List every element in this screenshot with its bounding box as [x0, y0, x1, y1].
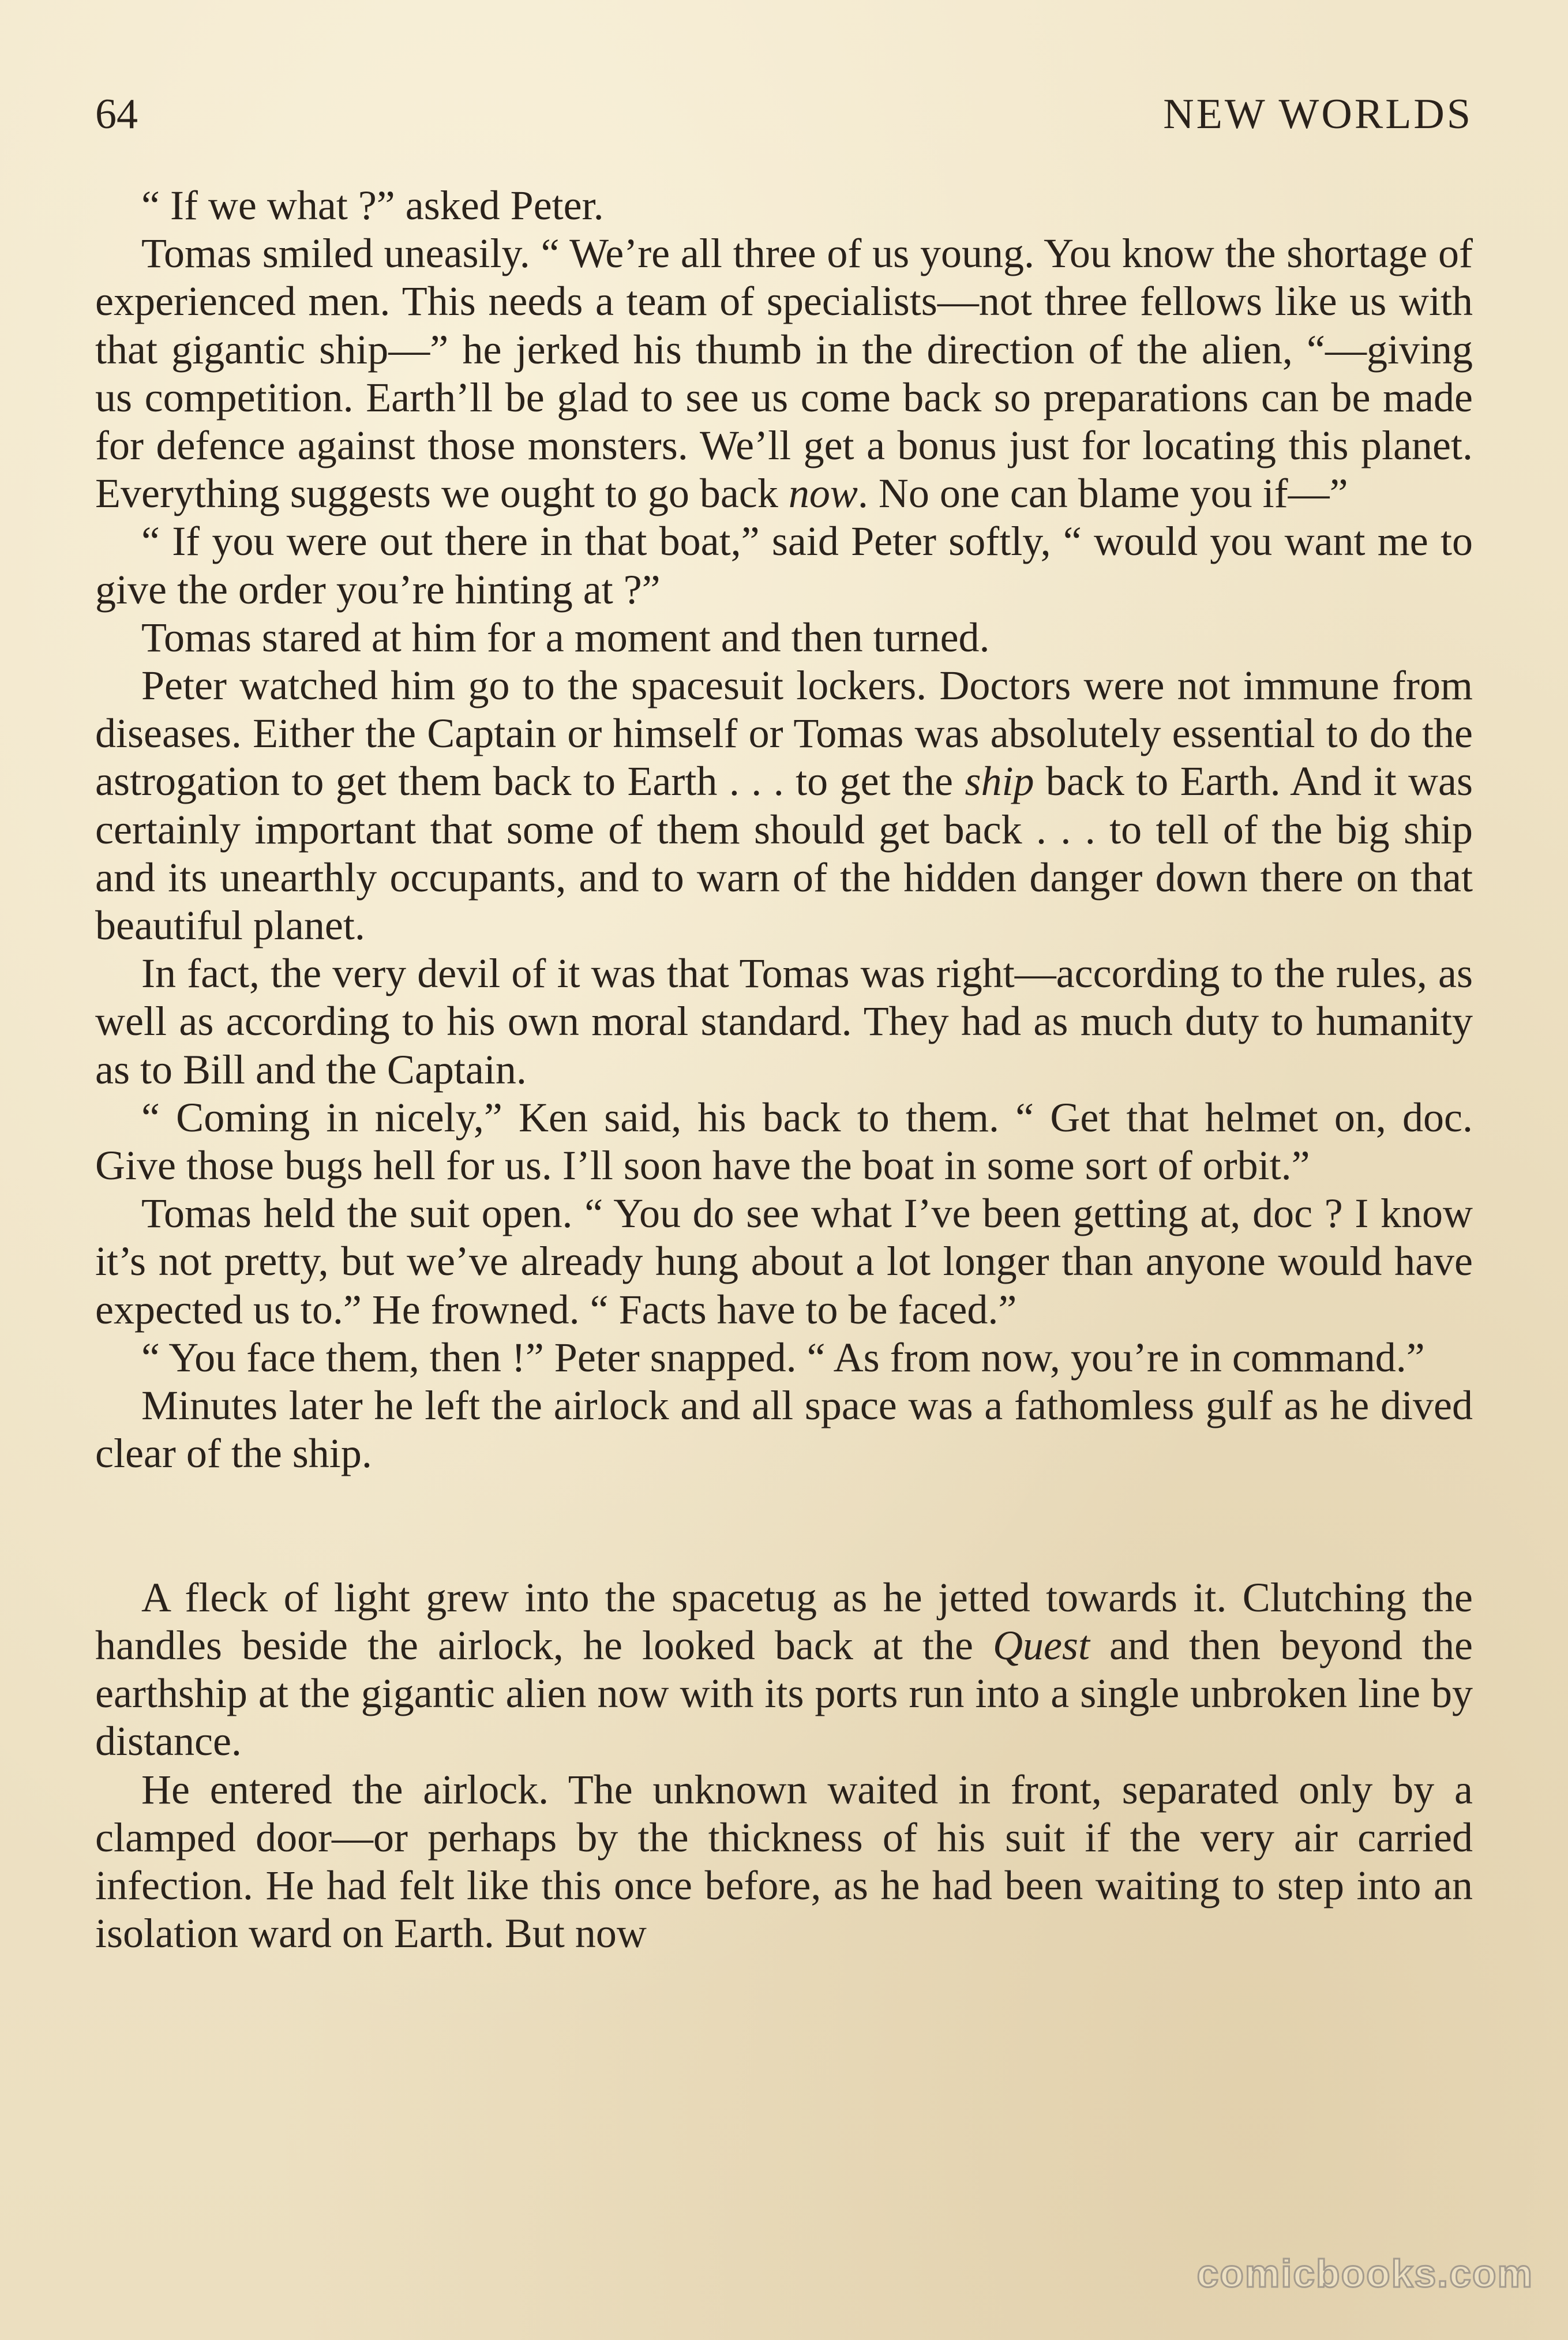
page-number: 64 [95, 91, 138, 138]
text-run: “ Coming in nicely,” Ken said, his back to them. “ Get that helmet on, doc. Give those bugs hell for us. I’ll soon have the boat in some sort of orbit.” [95, 1094, 1473, 1189]
text-run: “ If we what ?” asked Peter. [141, 182, 604, 228]
paragraph [95, 1382, 1473, 1477]
paragraph [95, 182, 1473, 230]
paragraph [95, 614, 1473, 662]
text-run: “ If you were out there in that boat,” said Peter softly, “ would you want me to give the order you’re hinting at ?” [95, 518, 1473, 613]
paragraph [95, 1766, 1473, 1958]
text-run: and then beyond the earthship at the gigantic alien now with its ports run into a single unbroken line by distance. [95, 1622, 1473, 1765]
text-run: Tomas held the suit open. “ You do see what I’ve been getting at, doc ? I know it’s not pretty, but we’ve already hung about a lot longer than anyone would have expected us to.” He frowned. “ Facts have to be faced.” [95, 1190, 1473, 1333]
text-run: In fact, the very devil of it was that Tomas was right—according to the rules, as well as according to his own moral standard. They had as much duty to humanity as to Bill and the Captain. [95, 950, 1473, 1093]
page-header [95, 85, 1473, 143]
body-text [95, 182, 1473, 1958]
paragraph [95, 950, 1473, 1094]
text-run: Tomas smiled uneasily. “ We’re all three of us young. You know the shortage of experienced men. This needs a team of specialists—not three fellows like us with that gigantic ship—” he jerked his thumb in the direction of the alien, “—giving us competition. Earth’ll be glad to see us come back so preparations can be made for defence against those monsters. We’ll get a bonus just for locating this planet. Everything suggests we ought to go back [95, 230, 1473, 517]
paragraph [95, 1094, 1473, 1190]
text-run: back to Earth. And it was certainly important that some of them should get back . . . to tell of the big ship and its unearthly occupants, and to warn of the hidden danger down there on that beautiful planet. [95, 758, 1473, 949]
paragraph [95, 230, 1473, 518]
text-run: Peter watched him go to the spacesuit lockers. Doctors were not immune from diseases. Either the Captain or himself or Tomas was absolutely essential to do the astrogation to get them back to Earth . . . to get the [95, 662, 1473, 805]
paragraph [95, 1334, 1473, 1382]
text-run: Minutes later he left the airlock and all space was a fathomless gulf as he dived clear of the ship. [95, 1382, 1473, 1477]
text-run: Tomas stared at him for a moment and then turned. [141, 614, 990, 661]
italic-word: now [788, 470, 858, 517]
italic-word: ship [965, 758, 1034, 805]
paragraph [95, 1574, 1473, 1766]
text-run: . No one can blame you if—” [857, 470, 1348, 517]
text-run: He entered the airlock. The unknown waited in front, separated only by a clamped door—or perhaps by the thickness of his suit if the very air carried infection. He had felt like this once before, as he had been waiting to step into an isolation ward on Earth. But now [95, 1766, 1473, 1957]
paragraph [95, 1190, 1473, 1334]
paragraph [95, 662, 1473, 950]
italic-word: Quest [992, 1622, 1090, 1669]
section-break [95, 1477, 1473, 1573]
running-head: NEW WORLDS [1163, 91, 1473, 138]
paragraph [95, 518, 1473, 613]
text-run: “ You face them, then !” Peter snapped. “ As from now, you’re in command.” [141, 1334, 1425, 1381]
text-run: A fleck of light grew into the spacetug as he jetted towards it. Clutching the handles beside the airlock, he looked back at the [95, 1574, 1473, 1669]
watermark-logo: comicbooks.com [1196, 2252, 1533, 2296]
